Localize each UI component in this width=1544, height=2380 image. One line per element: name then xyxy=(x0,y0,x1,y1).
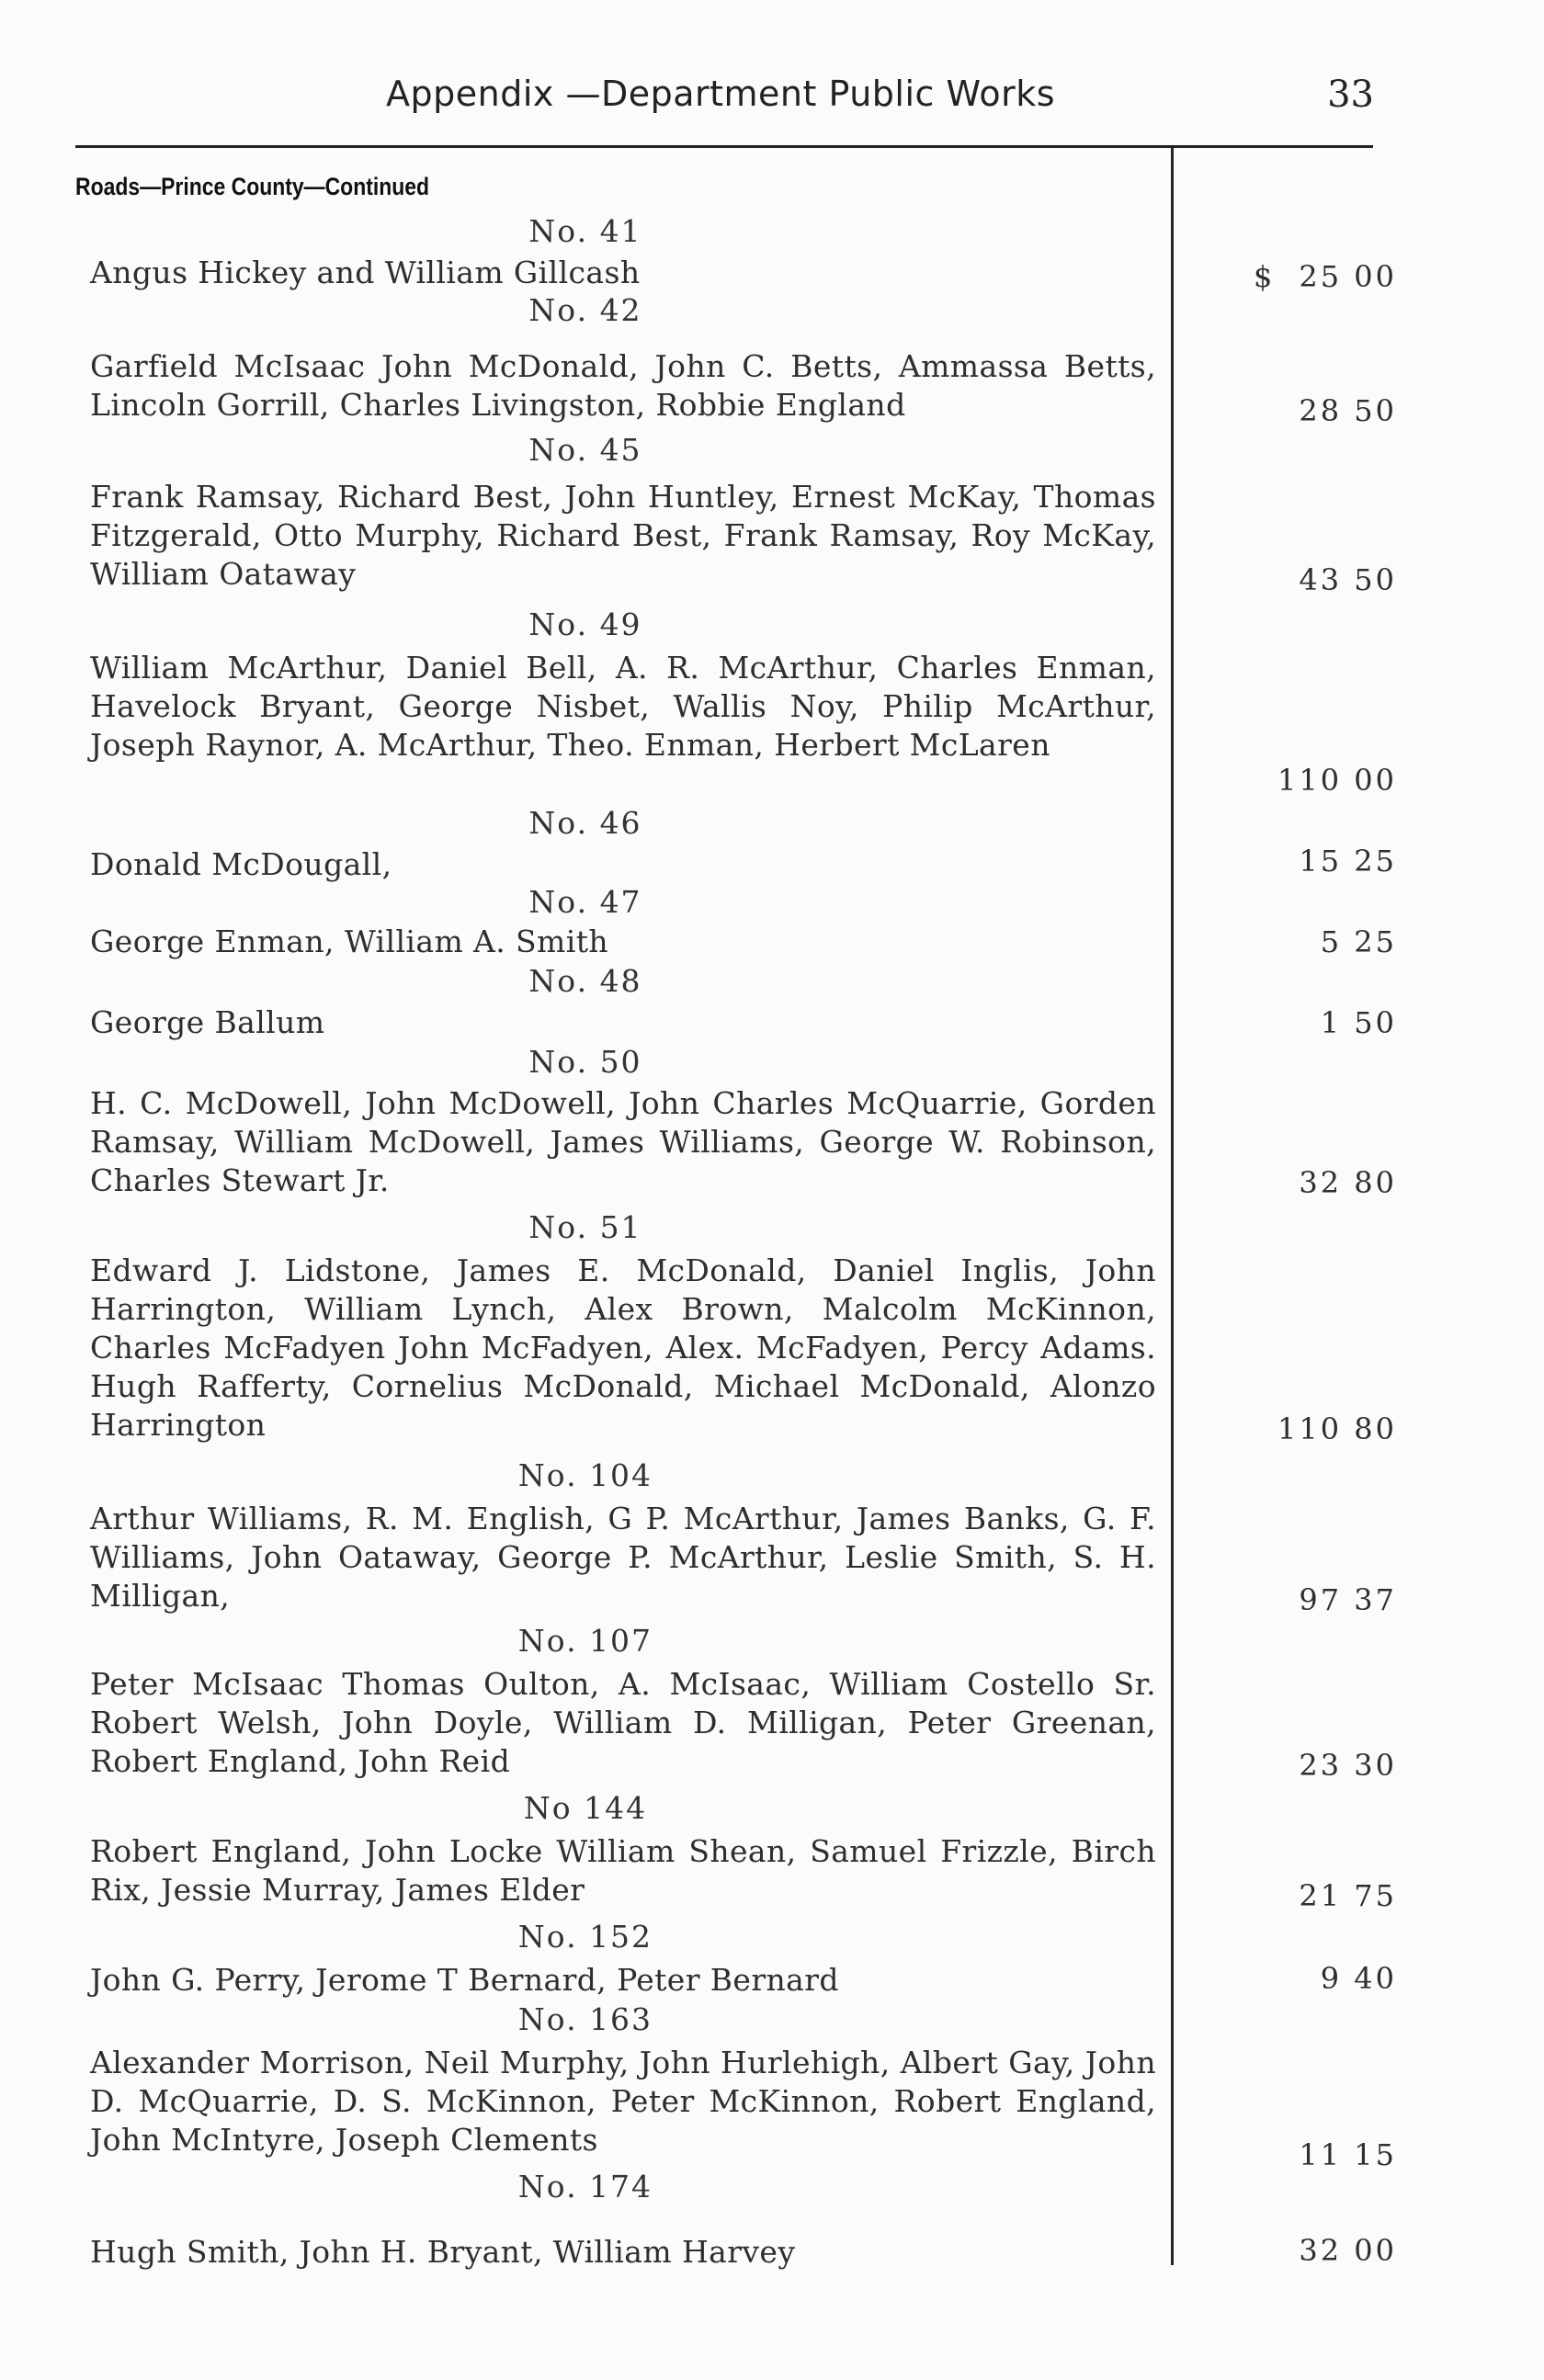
entry-amount: 9 40 xyxy=(1320,1961,1397,1996)
entry-names: Donald McDougall, xyxy=(90,846,392,882)
entry-amount: 32 80 xyxy=(1299,1165,1397,1200)
entry-amount: 28 50 xyxy=(1299,393,1397,428)
entry-number: No. 152 xyxy=(517,1919,653,1955)
entry-names: Edward J. Lidstone, James E. McDonald, Daniel Inglis, John Harrington, William Lynch, Alex Brown, Malcolm McKinnon, Charles McFadyen John McFadyen, Alex. McFadyen, Percy Adams. Hugh Rafferty, Cornelius McDonald, Michael McDonald, Alonzo Harrington xyxy=(90,1252,1156,1443)
entry-amount: 110 00 xyxy=(1277,763,1397,798)
entry-names: Peter McIsaac Thomas Oulton, A. McIsaac, William Costello Sr. Robert Welsh, John Doyle, William D. Milligan, Peter Greenan, Robert England, John Reid xyxy=(90,1666,1156,1779)
entry-names: George Enman, William A. Smith xyxy=(90,924,609,959)
page-header xyxy=(0,74,1374,129)
entry-names: Angus Hickey and William Gillcash xyxy=(90,255,641,290)
entry-number: No. 49 xyxy=(528,606,642,642)
entry-names: Frank Ramsay, Richard Best, John Huntley, Ernest McKay, Thomas Fitzgerald, Otto Murphy, Richard Best, Frank Ramsay, Roy McKay, William Oataway xyxy=(90,479,1156,592)
entry-amount: 32 00 xyxy=(1299,2233,1397,2268)
entry-number: No. 42 xyxy=(528,292,642,328)
entry-number: No. 46 xyxy=(528,805,642,841)
page-number: 33 xyxy=(1327,74,1374,116)
entry-amount: 11 15 xyxy=(1299,2137,1397,2172)
entry-number: No. 45 xyxy=(528,432,642,468)
entry-number: No. 107 xyxy=(517,1623,653,1659)
entry-number: No. 50 xyxy=(528,1044,642,1080)
entry-names: Garfield McIsaac John McDonald, John C. Betts, Ammassa Betts, Lincoln Gorrill, Charles Livingston, Robbie England xyxy=(90,348,1156,423)
entry-names: John G. Perry, Jerome T Bernard, Peter Bernard xyxy=(90,1962,839,1998)
entry-names: H. C. McDowell, John McDowell, John Charles McQuarrie, Gorden Ramsay, William McDowell, James Williams, George W. Robinson, Charles Stewart Jr. xyxy=(90,1085,1156,1198)
entry-names: Robert England, John Locke William Shean, Samuel Frizzle, Birch Rix, Jessie Murray, James Elder xyxy=(90,1833,1156,1908)
entry-number: No 144 xyxy=(523,1790,648,1826)
entry-number: No. 163 xyxy=(517,2001,653,2037)
currency-symbol: $ xyxy=(1254,259,1276,294)
entry-amount: 15 25 xyxy=(1299,844,1397,878)
entry-names: Arthur Williams, R. M. English, G P. McArthur, James Banks, G. F. Williams, John Oataway, George P. McArthur, Leslie Smith, S. H. Milligan, xyxy=(90,1501,1156,1614)
entry-names: William McArthur, Daniel Bell, A. R. McArthur, Charles Enman, Havelock Bryant, George Nisbet, Wallis Noy, Philip McArthur, Joseph Raynor, A. McArthur, Theo. Enman, Herbert McLaren xyxy=(90,650,1156,763)
entry-amount: 23 30 xyxy=(1299,1748,1397,1783)
entry-amount xyxy=(1195,259,1397,294)
entry-amount: 43 50 xyxy=(1299,562,1397,597)
section-title: Roads—Prince County—Continued xyxy=(75,173,430,200)
entry-number: No. 174 xyxy=(517,2169,653,2204)
entry-number: No. 41 xyxy=(528,213,642,249)
entry-amount: 97 37 xyxy=(1299,1582,1397,1617)
entry-amount: 21 75 xyxy=(1299,1878,1397,1913)
entry-names: George Ballum xyxy=(90,1004,325,1040)
entry-names: Alexander Morrison, Neil Murphy, John Hurlehigh, Albert Gay, John D. McQuarrie, D. S. McKinnon, Peter McKinnon, Robert England, John McIntyre, Joseph Clements xyxy=(90,2045,1156,2158)
header-rule xyxy=(75,145,1373,148)
entry-number: No. 51 xyxy=(528,1209,642,1245)
entry-amount: 5 25 xyxy=(1320,924,1397,959)
entry-number: No. 48 xyxy=(528,963,642,999)
page-running-title: Appendix —Department Public Works xyxy=(386,74,1056,114)
entry-number: No. 104 xyxy=(517,1457,653,1493)
entry-number: No. 47 xyxy=(528,884,642,920)
amount-column-rule xyxy=(1171,147,1174,2265)
entry-names: Hugh Smith, John H. Bryant, William Harvey xyxy=(90,2234,796,2270)
entry-amount-value: 25 00 xyxy=(1299,259,1397,294)
entry-amount: 1 50 xyxy=(1320,1005,1397,1040)
entry-amount: 110 80 xyxy=(1277,1411,1397,1446)
